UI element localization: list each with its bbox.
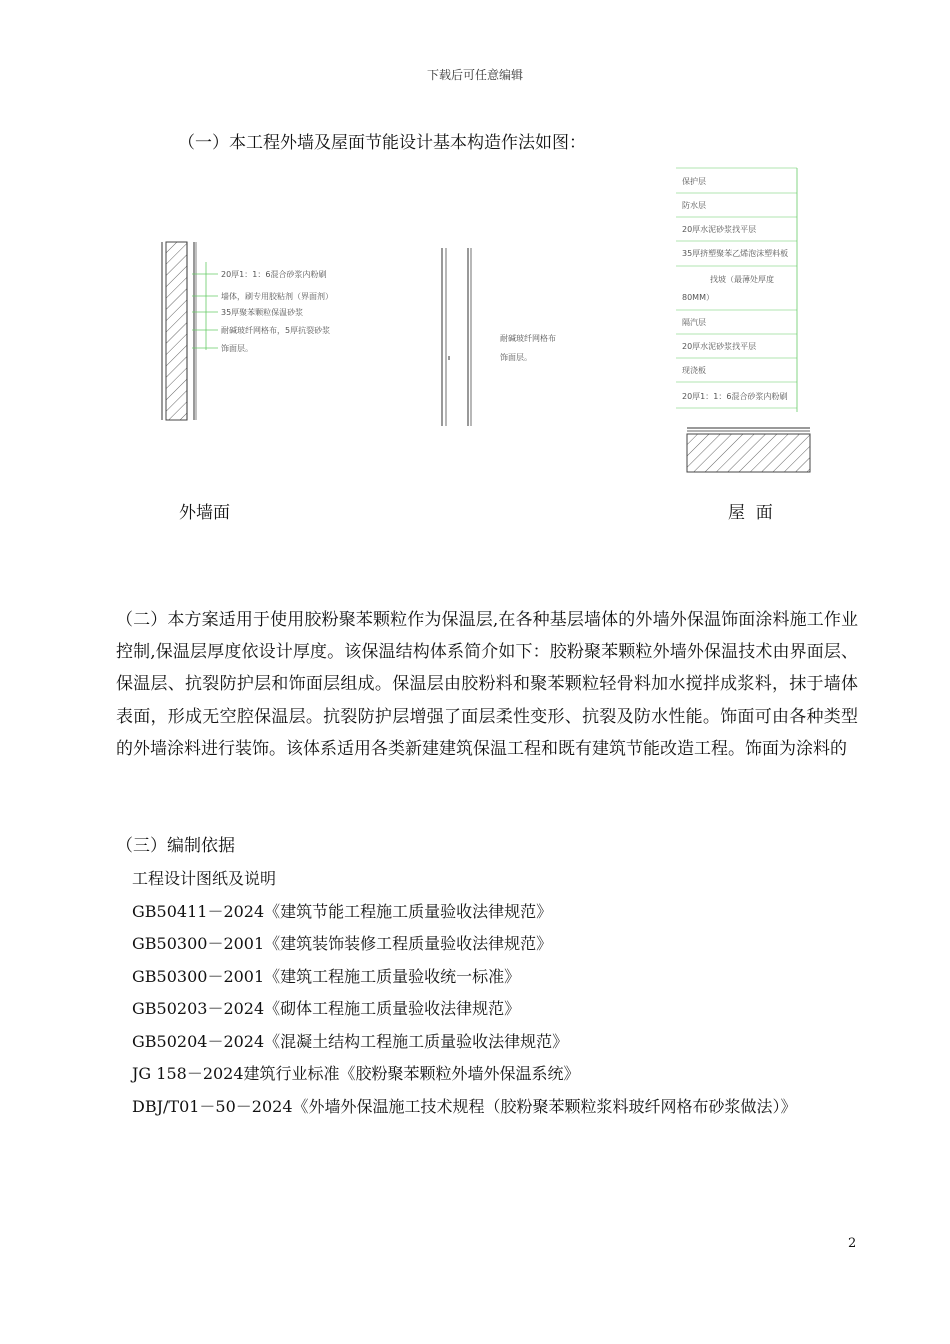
mesh-note-1: 耐碱玻纤网格布 bbox=[500, 334, 556, 343]
section-2 bbox=[116, 604, 858, 765]
wall-note-5: 饰面层。 bbox=[221, 344, 253, 353]
section-3-heading: （三）编制依据 bbox=[116, 836, 235, 856]
roof-note-8: 20厚水泥砂浆找平层 bbox=[682, 342, 757, 351]
roof-note-4: 35厚挤塑聚苯乙烯泡沫塑料板 bbox=[682, 249, 789, 258]
reference-item: GB50411－2024《建筑节能工程施工质量验收法律规范》 bbox=[132, 901, 553, 921]
construction-drawings bbox=[0, 0, 950, 480]
reference-list bbox=[132, 863, 860, 1123]
roof-note-2: 防水层 bbox=[682, 201, 706, 210]
reference-item: DBJ/T01－50－2024《外墙外保温施工技术规程（胶粉聚苯颗粒浆料玻纤网格布砂浆做法）》 bbox=[132, 1096, 797, 1116]
wall-note-3: 35厚聚苯颗粒保温砂浆 bbox=[221, 308, 304, 317]
reference-item: JG 158－2024建筑行业标准《胶粉聚苯颗粒外墙外保温系统》 bbox=[132, 1064, 580, 1083]
roof-note-5: 找坡（最薄处厚度 bbox=[710, 275, 774, 284]
roof-note-3: 20厚水泥砂浆找平层 bbox=[682, 225, 757, 234]
wall-section-drawing bbox=[162, 242, 333, 420]
roof-note-1: 保护层 bbox=[682, 177, 706, 186]
section-2-paragraph: （二）本方案适用于使用胶粉聚苯颗粒作为保温层,在各种基层墙体的外墙外保温饰面涂料施工作业控制,保温层厚度依设计厚度。该保温结构体系简介如下：胶粉聚苯颗粒外墙外保温技术由界面层、保温层、抗裂防护层和饰面层组成。保温层由胶粉料和聚苯颗粒轻骨料加水搅拌成浆料，抹于墙体表面，形成无空腔保温层。抗裂防护层增强了面层柔性变形、抗裂及防水性能。饰面可由各种类型的外墙涂料进行装饰。该体系适用各类新建建筑保温工程和既有建筑节能改造工程。饰面为涂料的 bbox=[116, 610, 858, 759]
intro-line: （一）本工程外墙及屋面节能设计基本构造作法如图： bbox=[178, 133, 586, 153]
reference-item: GB50300－2001《建筑工程施工质量验收统一标准》 bbox=[132, 966, 521, 986]
roof-note-6: 80MM） bbox=[682, 293, 714, 302]
wall-note-4: 耐碱玻纤网格布，5厚抗裂砂浆 bbox=[221, 326, 331, 335]
wall-note-1: 20厚1：1：6混合砂浆内粉刷 bbox=[221, 270, 327, 279]
reference-item: GB50300－2001《建筑装饰装修工程质量验收法律规范》 bbox=[132, 934, 553, 953]
roof-figure-label: 屋 面 bbox=[728, 503, 773, 523]
wall-figure-label: 外墙面 bbox=[179, 503, 230, 523]
roof-note-7: 隔汽层 bbox=[682, 318, 706, 327]
roof-section-drawing bbox=[676, 168, 810, 472]
reference-item: GB50204－2024《混凝土结构工程施工质量验收法律规范》 bbox=[132, 1031, 569, 1051]
page-header: 下载后可任意编辑 bbox=[426, 68, 523, 82]
reference-item: GB50203－2024《砌体工程施工质量验收法律规范》 bbox=[132, 999, 521, 1018]
reference-item: 工程设计图纸及说明 bbox=[132, 869, 277, 888]
page-number: 2 bbox=[848, 1236, 857, 1251]
mesh-note-2: 饰面层。 bbox=[500, 353, 532, 362]
mesh-detail-drawing bbox=[442, 248, 556, 426]
roof-note-9: 现浇板 bbox=[682, 366, 706, 375]
roof-note-10: 20厚1：1：6混合砂浆内粉刷 bbox=[682, 392, 788, 401]
wall-note-2: 墙体，刷专用胶粘剂（界面剂） bbox=[221, 292, 333, 301]
